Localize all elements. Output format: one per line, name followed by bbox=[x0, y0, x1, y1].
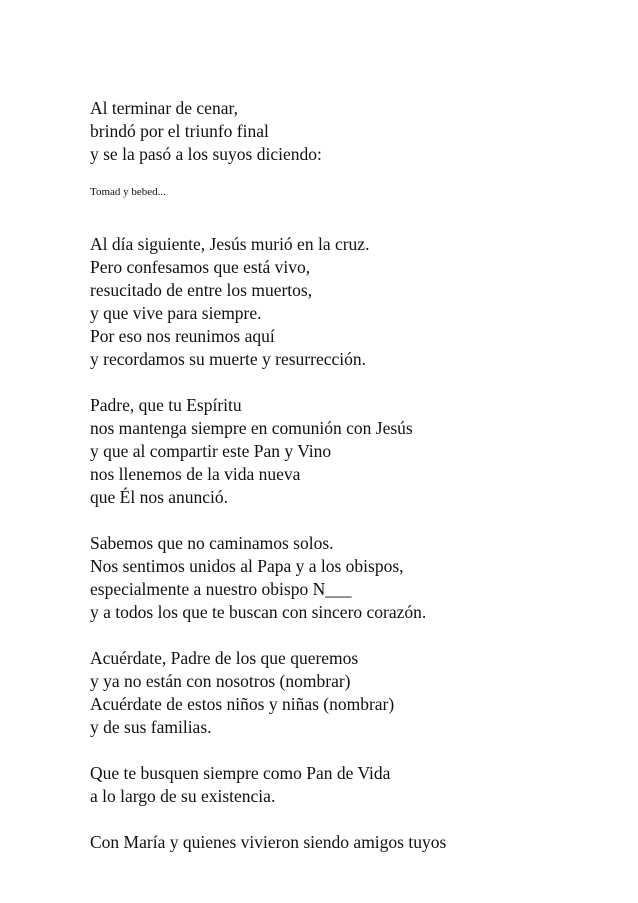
stanza-1 bbox=[90, 97, 630, 166]
text-line: Padre, que tu Espíritu bbox=[90, 395, 242, 415]
text-line: especialmente a nuestro obispo N___ bbox=[90, 579, 352, 599]
text-line: y que vive para siempre. bbox=[90, 303, 262, 323]
text-line: Acuérdate, Padre de los que queremos bbox=[90, 648, 359, 668]
text-line: y recordamos su muerte y resurrección. bbox=[90, 349, 367, 369]
text-line: y a todos los que te buscan con sincero corazón. bbox=[90, 602, 427, 622]
stanza-3 bbox=[90, 394, 630, 509]
prayer-text bbox=[90, 97, 630, 877]
text-line: resucitado de entre los muertos, bbox=[90, 280, 313, 300]
stanza-6 bbox=[90, 762, 630, 808]
text-line: y se la pasó a los suyos diciendo: bbox=[90, 144, 322, 164]
text-line: Nos sentimos unidos al Papa y a los obispos, bbox=[90, 556, 404, 576]
stanza-7 bbox=[90, 831, 630, 854]
text-line: Que te busquen siempre como Pan de Vida bbox=[90, 763, 391, 783]
text-line: que Él nos anunció. bbox=[90, 487, 229, 507]
text-line: Por eso nos reunimos aquí bbox=[90, 326, 275, 346]
text-line: y de sus familias. bbox=[90, 717, 212, 737]
text-line: nos llenemos de la vida nueva bbox=[90, 464, 301, 484]
rubric-note: Tomad y bebed... bbox=[90, 186, 166, 198]
text-line: Con María y quienes vivieron siendo amigos tuyos bbox=[90, 832, 447, 852]
text-line: Acuérdate de estos niños y niñas (nombrar) bbox=[90, 694, 395, 714]
text-line: Pero confesamos que está vivo, bbox=[90, 257, 311, 277]
stanza-2 bbox=[90, 233, 630, 371]
text-line: Sabemos que no caminamos solos. bbox=[90, 533, 334, 553]
text-line: a lo largo de su existencia. bbox=[90, 786, 276, 806]
stanza-5 bbox=[90, 647, 630, 739]
text-line: y que al compartir este Pan y Vino bbox=[90, 441, 332, 461]
text-line: y ya no están con nosotros (nombrar) bbox=[90, 671, 351, 691]
stanza-4 bbox=[90, 532, 630, 624]
text-line: brindó por el triunfo final bbox=[90, 121, 269, 141]
text-line: nos mantenga siempre en comunión con Jesús bbox=[90, 418, 413, 438]
text-line: Al día siguiente, Jesús murió en la cruz. bbox=[90, 234, 370, 254]
text-line: Al terminar de cenar, bbox=[90, 98, 238, 118]
